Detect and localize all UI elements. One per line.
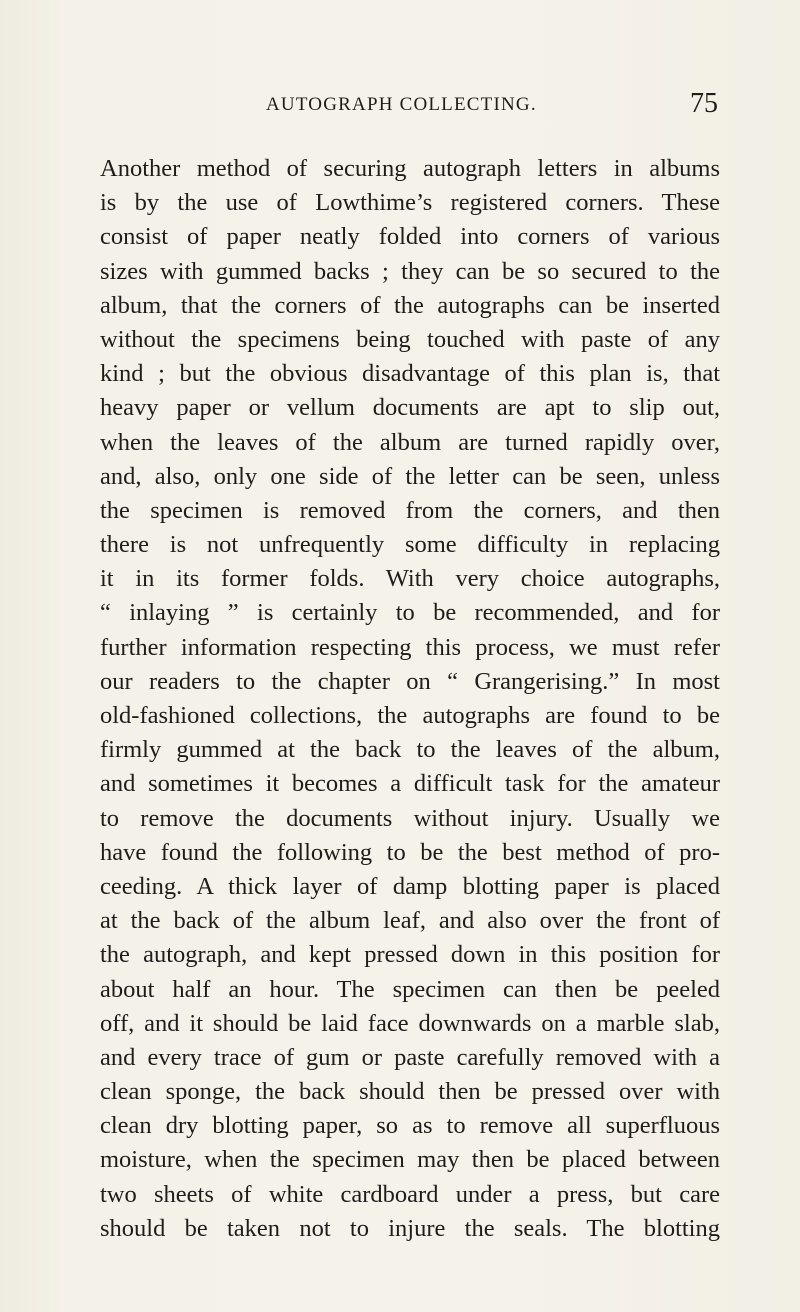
text-line: album, that the corners of the autographs can be inserted xyxy=(100,291,720,319)
text-line: kind ; but the obvious disadvantage of this plan is, that xyxy=(100,360,720,388)
text-line: when the leaves of the album are turned rapidly over, xyxy=(100,428,720,456)
text-line: our readers to the chapter on “ Grangerising.” In most xyxy=(100,667,720,695)
text-line: and sometimes it becomes a difficult task for the amateur xyxy=(100,770,720,798)
text-line: old-fashioned collections, the autographs are found to be xyxy=(100,702,720,729)
text-line: heavy paper or vellum documents are apt to slip out, xyxy=(100,394,720,422)
text-line: clean sponge, the back should then be pressed over with xyxy=(100,1078,720,1106)
text-line: is by the use of Lowthime’s registered corners. These xyxy=(100,189,720,217)
text-line: it in its former folds. With very choice autographs, xyxy=(100,565,720,593)
text-line: “ inlaying ” is certainly to be recommended, and for xyxy=(100,599,720,627)
text-line: off, and it should be laid face downwards on a marble slab, xyxy=(100,1009,720,1037)
text-line: the autograph, and kept pressed down in this position for xyxy=(100,941,720,969)
text-line: moisture, when the specimen may then be placed between xyxy=(100,1146,720,1174)
text-line: two sheets of white cardboard under a press, but care xyxy=(100,1180,720,1208)
text-line: without the specimens being touched with paste of any xyxy=(100,325,720,353)
text-line: to remove the documents without injury. Usually we xyxy=(100,804,720,832)
text-line: sizes with gummed backs ; they can be so secured to the xyxy=(100,257,720,285)
text-line: should be taken not to injure the seals. The blotting xyxy=(100,1214,720,1242)
text-line: ceeding. A thick layer of damp blotting paper is placed xyxy=(100,872,720,900)
running-title: AUTOGRAPH COLLECTING. xyxy=(266,94,537,115)
text-line: and, also, only one side of the letter can be seen, unless xyxy=(100,462,720,490)
text-line: clean dry blotting paper, so as to remove all superfluous xyxy=(100,1112,720,1140)
text-line: have found the following to be the best method of pro- xyxy=(100,838,720,866)
text-line: consist of paper neatly folded into corners of various xyxy=(100,223,720,251)
text-line: about half an hour. The specimen can then be peeled xyxy=(100,975,720,1003)
text-line: there is not unfrequently some difficulty in replacing xyxy=(100,531,720,559)
text-line: further information respecting this process, we must refer xyxy=(100,633,720,661)
page-number: 75 xyxy=(690,88,718,119)
text-line: and every trace of gum or paste carefully removed with a xyxy=(100,1043,720,1071)
text-line: firmly gummed at the back to the leaves of the album, xyxy=(100,736,720,764)
body-paragraph xyxy=(100,152,720,1246)
text-line: Another method of securing autograph letters in albums xyxy=(100,155,720,182)
text-line: the specimen is removed from the corners, and then xyxy=(100,496,720,524)
text-line: at the back of the album leaf, and also over the front of xyxy=(100,907,720,935)
running-head xyxy=(0,88,800,132)
